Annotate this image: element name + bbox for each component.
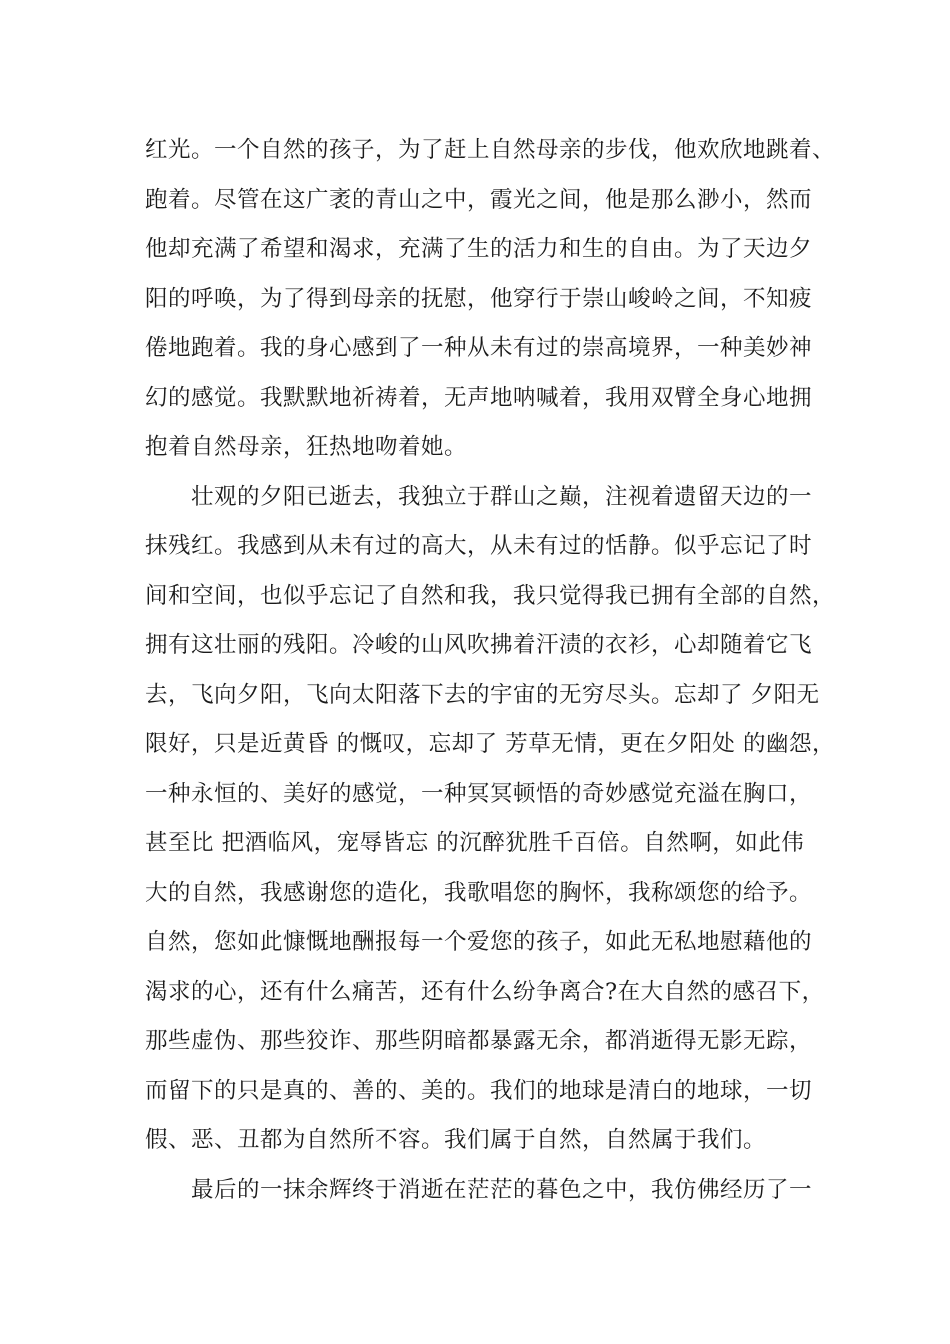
- text-line: 限好，只是近黄昏 的慨叹，忘却了 芳草无情，更在夕阳处 的幽怨，: [145, 731, 835, 757]
- text-line: 抱着自然母亲，狂热地吻着她。: [145, 434, 468, 460]
- text-line: 那些虚伪、那些狡诈、那些阴暗都暴露无余，都消逝得无影无踪，: [145, 1028, 813, 1054]
- text-line: 拥有这壮丽的残阳。冷峻的山风吹拂着汗渍的衣衫，心却随着它飞: [145, 632, 813, 658]
- text-line: 自然，您如此慷慨地酬报每一个爱您的孩子，如此无私地慰藉他的: [145, 929, 813, 955]
- text-line: 红光。一个自然的孩子，为了赶上自然母亲的步伐，他欢欣地跳着、: [145, 137, 836, 163]
- text-line: 渴求的心，还有什么痛苦，还有什么纷争离合?在大自然的感召下，: [145, 978, 825, 1005]
- text-line: 抹残红。我感到从未有过的高大，从未有过的恬静。似乎忘记了时: [145, 533, 813, 559]
- text-line: 大的自然，我感谢您的造化，我歌唱您的胸怀，我称颂您的给予。: [145, 879, 813, 906]
- text-line: 他却充满了希望和渴求，充满了生的活力和生的自由。为了天边夕: [145, 236, 813, 262]
- text-line: 去，飞向夕阳，飞向太阳落下去的宇宙的无穷尽头。忘却了 夕阳无: [145, 681, 820, 708]
- text-line: 壮观的夕阳已逝去，我独立于群山之巅，注视着遗留天边的一: [145, 483, 813, 510]
- text-line: 间和空间，也似乎忘记了自然和我，我只觉得我已拥有全部的自然，: [145, 582, 836, 609]
- text-line: 假、恶、丑都为自然所不容。我们属于自然，自然属于我们。: [145, 1127, 767, 1153]
- text-line: 跑着。尽管在这广袤的青山之中，霞光之间，他是那么渺小，然而: [145, 186, 813, 213]
- text-line: 幻的感觉。我默默地祈祷着，无声地呐喊着，我用双臂全身心地拥: [145, 384, 813, 411]
- body-text: [145, 126, 836, 1215]
- text-line: 倦地跑着。我的身心感到了一种从未有过的崇高境界，一种美妙神: [145, 335, 813, 361]
- text-line: 最后的一抹余辉终于消逝在茫茫的暮色之中，我仿佛经历了一: [145, 1176, 813, 1203]
- text-line: 而留下的只是真的、善的、美的。我们的地球是清白的地球，一切: [145, 1077, 813, 1104]
- text-line: 一种永恒的、美好的感觉，一种冥冥顿悟的奇妙感觉充溢在胸口，: [145, 780, 813, 807]
- text-line: 阳的呼唤，为了得到母亲的抚慰，他穿行于崇山峻岭之间，不知疲: [145, 285, 813, 312]
- text-line: 甚至比 把酒临风，宠辱皆忘 的沉醉犹胜千百倍。自然啊，如此伟: [145, 830, 805, 856]
